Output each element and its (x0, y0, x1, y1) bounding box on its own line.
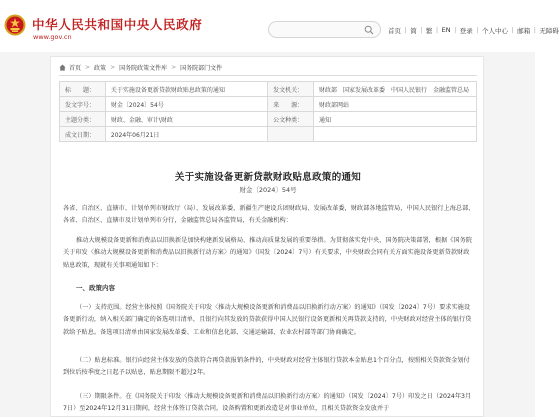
search-input[interactable] (275, 24, 363, 36)
breadcrumb-separator: > (85, 63, 91, 71)
section-heading: 一、政策内容 (76, 284, 115, 292)
home-icon (59, 64, 66, 71)
nav-traditional[interactable]: 繁 (425, 26, 433, 35)
breadcrumb-department-docs[interactable]: 国务院部门文件 (180, 64, 223, 72)
info-row (60, 82, 477, 97)
info-label-issuer: 发文机关： (268, 82, 314, 97)
breadcrumb-policy-library[interactable]: 国务院政策文件库 (119, 64, 168, 72)
breadcrumb-separator: > (110, 63, 116, 71)
info-value-issuer: 财政部 国家发展改革委 中国人民银行 金融监管总局 (314, 82, 477, 97)
info-label-title: 标 题： (60, 82, 106, 97)
info-label-date: 成文日期： (60, 127, 106, 142)
nav-separator: | (476, 26, 479, 34)
info-value-doc-no: 财金〔2024〕54号 (105, 97, 267, 112)
nav-home[interactable]: 首页 (388, 26, 401, 35)
site-title[interactable]: 中华人民共和国中央人民政府 (32, 17, 203, 32)
nav-simplified[interactable]: 简 (410, 26, 417, 35)
intro-paragraph: 推动大规模设备更新和消费品以旧换新是加快构建新发展格局、推动高质量发展的重要举措。为贯彻落实党中央、国务院决策部署，根据《国务院关于印发〈推动大规模设备更新和消费品以旧换新行动方案〉的通知》（国发〔2024〕7号）有关要求，中央财政会同有关方面实施设备更新贷款财政贴息政策，现就有关事项通知如下： (63, 237, 472, 269)
info-label-topic: 主题分类： (60, 112, 106, 127)
info-value-date: 2024年06月21日 (105, 127, 267, 142)
nav-separator: | (511, 26, 514, 34)
policy-paragraph-1: （一）支持范围。经营主体按照《国务院关于印发〈推动大规模设备更新和消费品以旧换新行动方案〉的通知》（国发〔2024〕7号）要求实施设备更新行动，纳入相关部门确定的备选项目清单，且银行向其发放的贷款获得中国人民银行设备更新相关再贷款支持的，中央财政对经营主体的银行贷款给予贴息。备选项目清单由国家发展改革委、工业和信息化部、交通运输部、农业农村部等部门协商确定。 (63, 304, 472, 336)
breadcrumb-policy[interactable]: 政策 (94, 64, 107, 72)
nav-separator: | (454, 26, 457, 34)
info-row (60, 127, 477, 142)
info-row (60, 112, 477, 127)
policy-paragraph-2: （二）贴息标准。银行向经营主体发放的贷款符合再贷款报销条件的，中央财政对经营主体银行贷款本金贴息1个百分点，按照相关贷款资金划付到位后按季度之日起予以贴息，贴息期限不超过2年。 (63, 357, 470, 377)
top-nav (388, 25, 559, 35)
nav-user-center[interactable]: 个人中心 (482, 26, 508, 35)
nav-english[interactable]: EN (441, 26, 451, 34)
nav-login[interactable]: 登录 (459, 26, 473, 35)
info-row (60, 97, 477, 112)
breadcrumb-separator: > (171, 63, 177, 71)
info-value-title: 关于实施设备更新贷款财政贴息政策的通知 (105, 82, 267, 97)
info-label-type: 公文种类： (268, 112, 314, 127)
info-label-source: 来 源： (268, 97, 314, 112)
nav-separator: | (435, 26, 439, 34)
breadcrumb (59, 61, 222, 73)
nav-separator: | (404, 26, 407, 34)
nav-separator: | (533, 26, 536, 34)
site-header (0, 0, 559, 52)
document-title: 关于实施设备更新贷款财政贴息政策的通知 (174, 172, 362, 183)
nav-separator: | (420, 26, 423, 34)
info-empty-cell (314, 127, 477, 142)
recipients-paragraph: 各省、自治区、直辖市、计划单列市财政厅（局）、发展改革委，新疆生产建设兵团财政局、发展改革委，财政部各地监管局，中国人民银行上海总部，各省、自治区、直辖市及计划单列市分行，金融监管总局各监管局，有关金融机构： (63, 205, 475, 225)
breadcrumb-divider (59, 75, 477, 76)
policy-paragraph-3: （三）期限条件。在《国务院关于印发〈推动大规模设备更新和消费品以旧换新行动方案〉的通知》（国发〔2024〕7号）印发之日（2024年3月7日）至2024年12月31日期间，经营主体签订贷款合同，设备购置和更新改造是对事业单位，且相关贷款资金发放并于 (63, 393, 472, 413)
info-empty-cell (268, 127, 314, 142)
national-emblem-icon[interactable] (4, 14, 26, 36)
nav-mailbox[interactable]: 邮箱 (517, 26, 531, 35)
site-url[interactable]: www.gov.cn (33, 33, 72, 41)
info-label-doc-no: 发文字号： (60, 97, 106, 112)
search-box[interactable] (268, 21, 381, 38)
document-info-table (59, 81, 477, 142)
info-value-source: 财政部网站 (314, 97, 477, 112)
nav-accessibility[interactable]: 无障碍 (539, 26, 559, 35)
search-icon[interactable] (364, 25, 374, 35)
info-value-type: 通知 (314, 112, 477, 127)
breadcrumb-home[interactable]: 首页 (69, 64, 82, 72)
main-content (50, 56, 484, 417)
document-number: 财金〔2024〕54号 (239, 186, 297, 194)
info-value-topic: 财政、金融、审计\财政 (105, 112, 267, 127)
